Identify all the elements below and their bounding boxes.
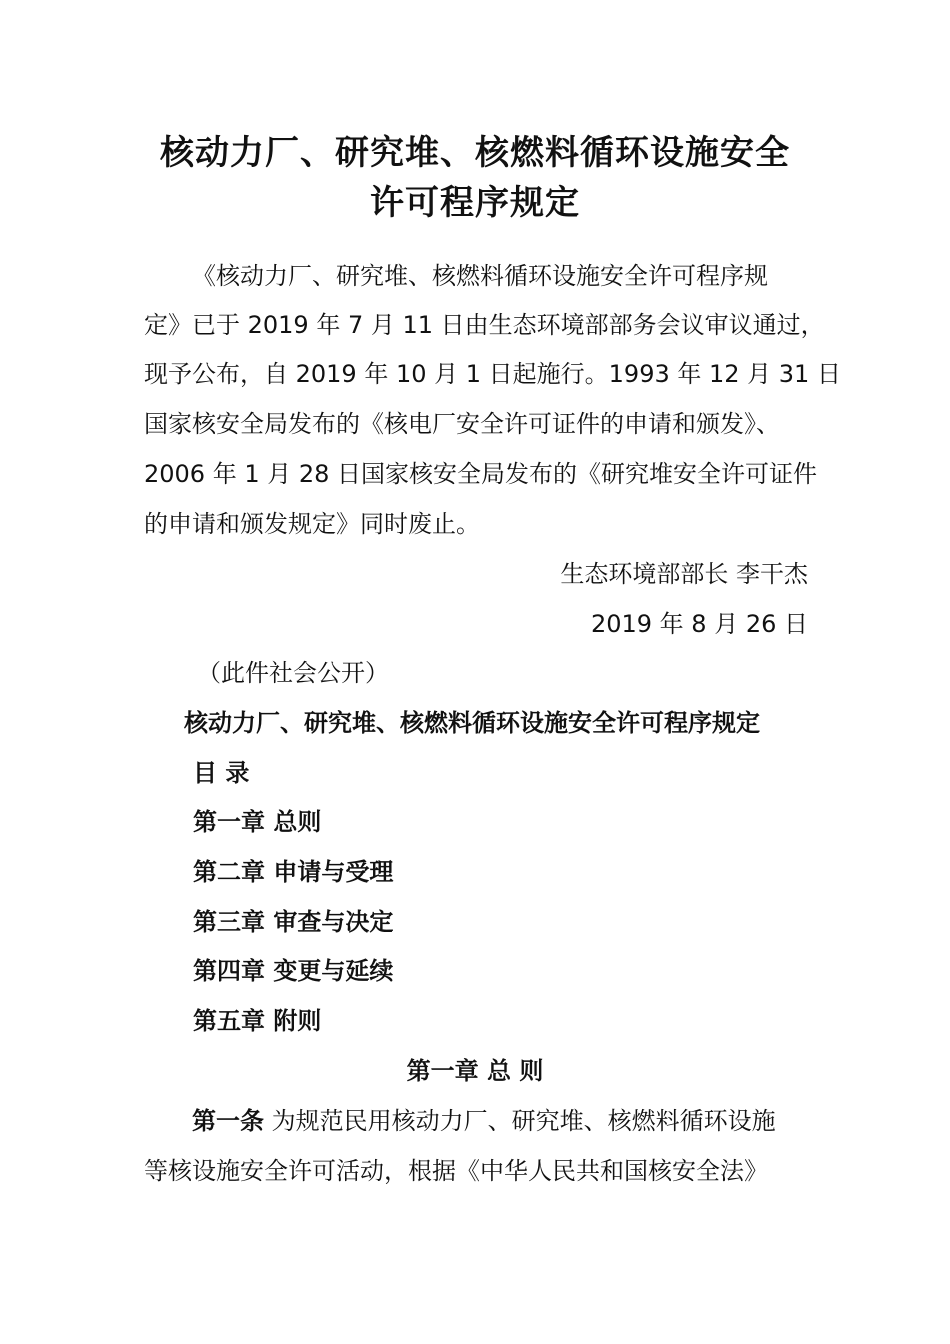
document-title-line-2: 许可程序规定 [370,183,580,223]
article-line: 等核设施安全许可活动，根据《中华人民共和国核安全法》 [144,1157,768,1185]
signature-date: 2019 年 8 月 26 日 [590,610,808,638]
document-title-line-1: 核动力厂、研究堆、核燃料循环设施安全 [160,133,790,173]
toc-item: 第五章 附则 [193,1007,322,1035]
preamble-line: 现予公布，自 2019 年 10 月 1 日起施行。1993 年 12 月 31 日 [144,360,841,388]
preamble-line: 国家核安全局发布的《核电厂安全许可证件的申请和颁发》、 [144,410,780,438]
toc-item: 第二章 申请与受理 [193,858,394,886]
preamble-line: 的申请和颁发规定》同时废止。 [144,510,480,538]
toc-item: 第一章 总则 [193,808,322,836]
article-label: 第一条 [192,1107,264,1135]
preamble-line: 定》已于 2019 年 7 月 11 日由生态环境部部务会议审议通过， [144,311,825,339]
toc-item: 第四章 变更与延续 [193,957,394,985]
article-text: 为规范民用核动力厂、研究堆、核燃料循环设施 [264,1107,776,1135]
article-line [192,1103,808,1139]
chapter-heading: 第一章 总 则 [406,1057,544,1085]
signatory: 生态环境部部长 李干杰 [560,560,808,588]
toc-item: 第三章 审查与决定 [193,908,394,936]
toc-heading: 目 录 [193,759,250,787]
regulation-title: 核动力厂、研究堆、核燃料循环设施安全许可程序规定 [184,709,760,737]
preamble-line: 2006 年 1 月 28 日国家核安全局发布的《研究堆安全许可证件 [144,460,818,488]
publicity-note: （此件社会公开） [197,659,389,687]
preamble-line: 《核动力厂、研究堆、核燃料循环设施安全许可程序规 [192,262,768,290]
